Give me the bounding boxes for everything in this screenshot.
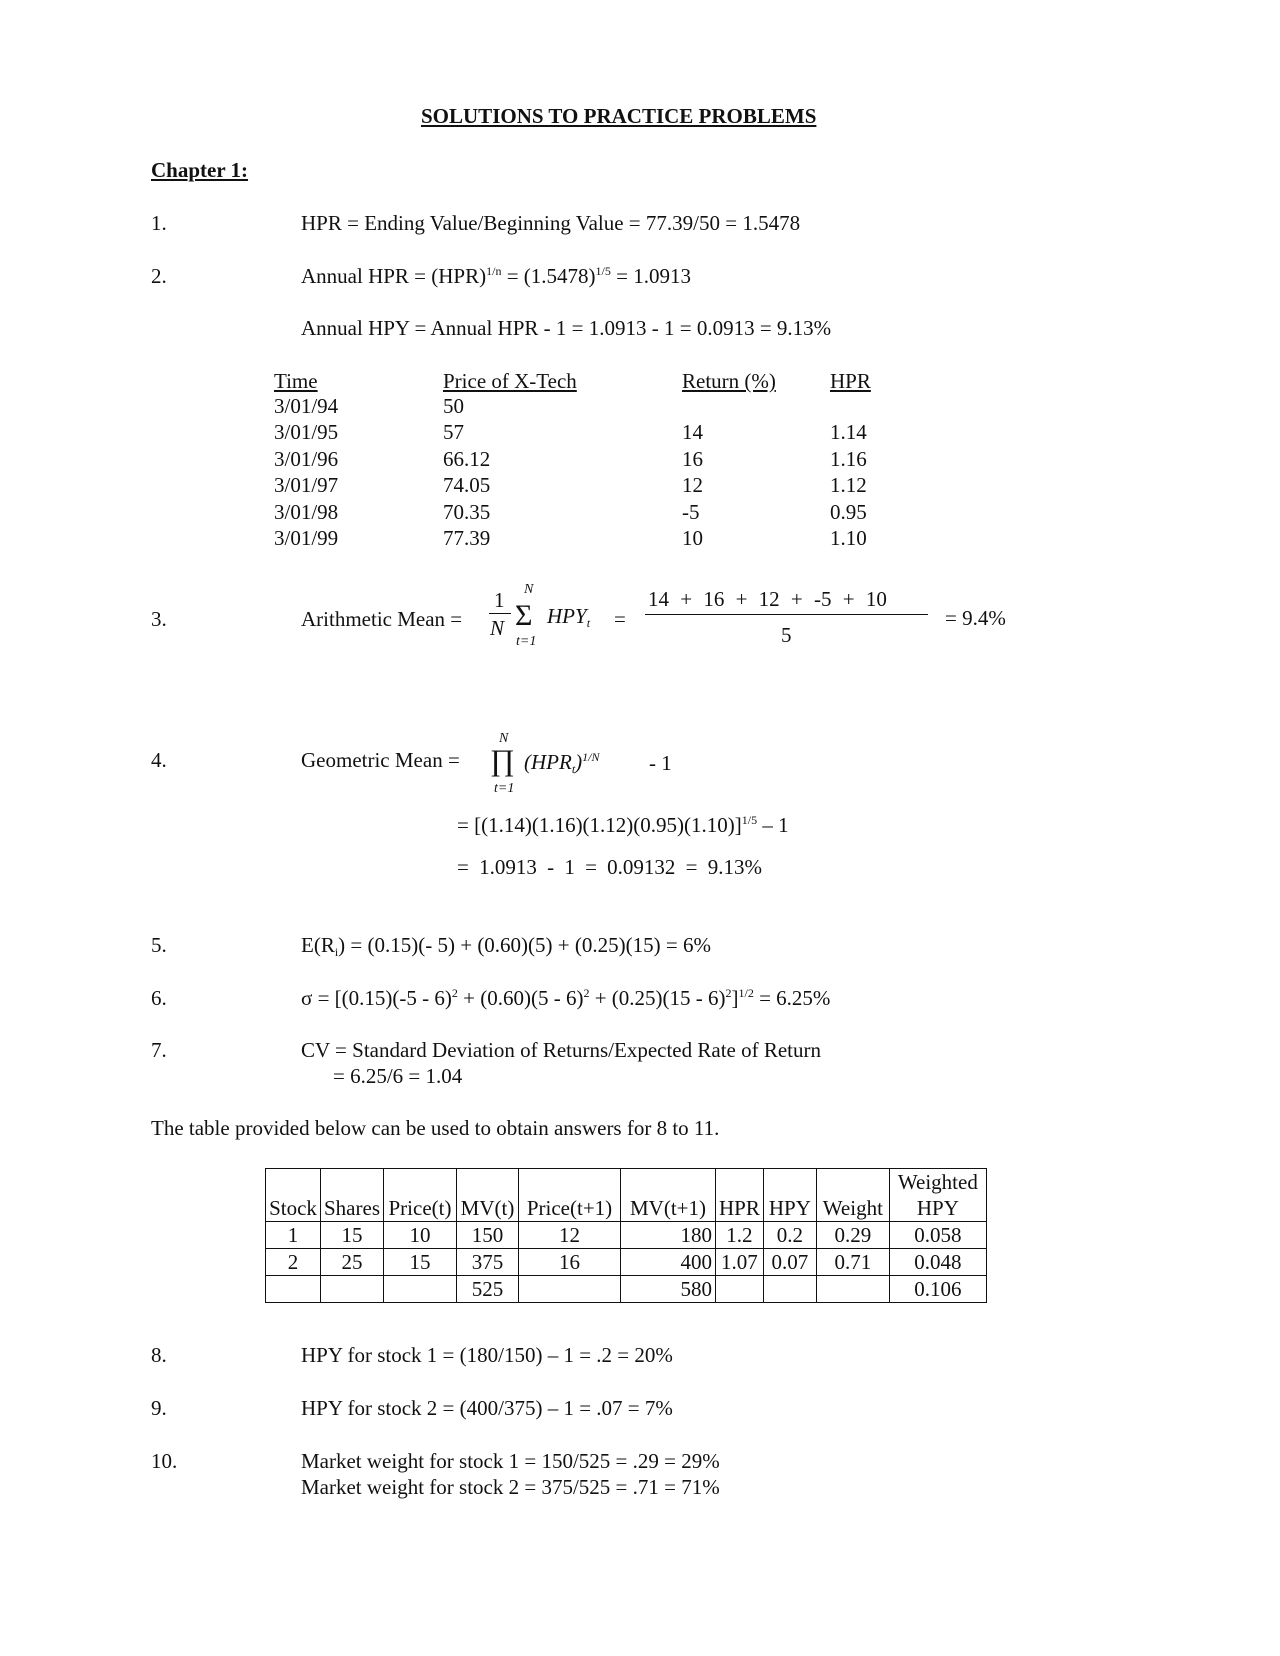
table-cell: 25 xyxy=(321,1249,384,1276)
table-cell: 1.16 xyxy=(830,446,867,471)
table-intro: The table provided below can be used to obtain answers for 8 to 11. xyxy=(151,1116,720,1140)
table-cell: 50 xyxy=(443,394,464,418)
geo-mean-line3: = 1.0913 - 1 = 0.09132 = 9.13% xyxy=(457,855,763,879)
table-cell: 180 xyxy=(621,1222,716,1249)
table-cell: 150 xyxy=(457,1222,519,1249)
table-cell: 3/01/95 xyxy=(274,420,339,445)
table-row xyxy=(266,1222,987,1249)
formula-part: + (0.25)(15 - 6) xyxy=(589,986,726,1010)
problem-1-text: HPR = Ending Value/Beginning Value = 77.39/50 = 1.5478 xyxy=(301,211,801,235)
fraction-denominator: N xyxy=(490,616,505,640)
table-cell: -5 xyxy=(682,499,700,524)
formula-part: E(R xyxy=(301,933,335,957)
exponent: 1/N xyxy=(582,750,600,764)
table-cell: 1.2 xyxy=(716,1222,764,1249)
fraction-bar xyxy=(489,613,511,614)
page-title: SOLUTIONS TO PRACTICE PROBLEMS xyxy=(421,104,817,128)
exponent: 2 xyxy=(451,986,458,1000)
exponent: 1/5 xyxy=(595,264,611,278)
table-cell xyxy=(682,393,703,419)
table-cell: 375 xyxy=(457,1249,519,1276)
table-cell: 12 xyxy=(519,1222,621,1249)
table-cell: 10 xyxy=(384,1222,457,1249)
fraction-numerator: 1 xyxy=(494,588,505,612)
sigma-symbol: Σ xyxy=(515,599,533,632)
table-cell: 1 xyxy=(266,1222,321,1249)
exponent: 2 xyxy=(583,986,590,1000)
mean-denominator: 5 xyxy=(781,623,792,647)
problem-number: 9. xyxy=(151,1396,167,1420)
formula-part: – 1 xyxy=(762,813,789,837)
problem-2-line2: Annual HPY = Annual HPR - 1 = 1.0913 - 1 = 0.0913 = 9.13% xyxy=(301,316,832,340)
problem-6-formula xyxy=(301,988,830,1009)
exponent: 1/5 xyxy=(741,813,758,827)
formula-part: = (1.5478) xyxy=(501,264,596,288)
subscript: t xyxy=(571,762,576,776)
table-cell: 3/01/99 xyxy=(274,526,339,551)
problem-8-text: HPY for stock 1 = (180/150) – 1 = .2 = 20% xyxy=(301,1343,673,1367)
table-cell: 70.35 xyxy=(443,499,491,524)
header-cell: Stock xyxy=(266,1169,321,1222)
table-cell: 1.12 xyxy=(830,473,867,498)
table-cell: 77.39 xyxy=(443,526,491,551)
col-header-hpr: HPR xyxy=(830,369,871,393)
chapter-heading: Chapter 1: xyxy=(151,158,249,182)
close-paren: ) xyxy=(575,750,583,774)
table-cell: 400 xyxy=(621,1249,716,1276)
arith-mean-result: = 9.4% xyxy=(945,606,1006,630)
formula-part: = 6.25% xyxy=(753,986,831,1010)
col-header-time: Time xyxy=(274,369,318,393)
problem-7-line1: CV = Standard Deviation of Returns/Expected Rate of Return xyxy=(301,1038,822,1062)
formula-part: ] xyxy=(731,986,739,1010)
table-cell: 3/01/98 xyxy=(274,499,339,524)
header-cell: HPY xyxy=(763,1169,816,1222)
table-cell xyxy=(321,1276,384,1303)
table-cell: 0.07 xyxy=(763,1249,816,1276)
formula-part: = [(1.14)(1.16)(1.12)(0.95)(1.10)] xyxy=(457,813,742,837)
header-cell: Price(t) xyxy=(384,1169,457,1222)
problem-number: 7. xyxy=(151,1038,167,1062)
return-column xyxy=(682,393,703,551)
col-header-price: Price of X-Tech xyxy=(443,369,577,393)
table-cell: 10 xyxy=(682,526,703,551)
problem-number: 4. xyxy=(151,748,167,772)
header-line: HPY xyxy=(916,1196,959,1220)
header-cell: MV(t+1) xyxy=(621,1169,716,1222)
problem-number: 1. xyxy=(151,211,167,235)
problem-7-line2: = 6.25/6 = 1.04 xyxy=(333,1064,463,1088)
table-cell: 12 xyxy=(682,473,703,498)
sum-lower-limit: t=1 xyxy=(516,634,537,649)
table-cell xyxy=(763,1276,816,1303)
table-cell xyxy=(384,1276,457,1303)
table-cell xyxy=(716,1276,764,1303)
table-cell: 3/01/94 xyxy=(274,394,339,418)
table-cell: 0.95 xyxy=(830,499,867,524)
table-row xyxy=(266,1249,987,1276)
table-cell: 1.14 xyxy=(830,420,867,445)
arith-mean-label: Arithmetic Mean = xyxy=(301,607,463,631)
problem-number: 2. xyxy=(151,264,167,288)
hpr-term xyxy=(524,750,600,776)
header-cell: Shares xyxy=(321,1169,384,1222)
problem-9-text: HPY for stock 2 = (400/375) – 1 = .07 = 7% xyxy=(301,1396,673,1420)
formula-part: σ = [(0.15)(-5 - 6) xyxy=(301,986,452,1010)
formula-part: = 1.0913 xyxy=(610,264,691,288)
table-cell: 57 xyxy=(443,420,464,445)
problem-2-formula xyxy=(301,266,691,287)
exponent: 1/n xyxy=(486,264,502,278)
problem-10-line2: Market weight for stock 2 = 375/525 = .71 = 71% xyxy=(301,1475,720,1499)
table-cell: 0.29 xyxy=(816,1222,889,1249)
formula-part: Annual HPR = (HPR) xyxy=(301,264,487,288)
header-cell xyxy=(889,1169,986,1222)
table-cell xyxy=(816,1276,889,1303)
table-cell: 15 xyxy=(384,1249,457,1276)
problem-number: 5. xyxy=(151,933,167,957)
exponent: 1/2 xyxy=(738,986,754,1000)
table-row xyxy=(266,1276,987,1303)
table-cell: 16 xyxy=(519,1249,621,1276)
table-cell: 3/01/97 xyxy=(274,473,339,498)
mean-numerator: 14 + 16 + 12 + -5 + 10 xyxy=(648,587,887,611)
hpy-symbol: HPY xyxy=(547,604,587,628)
table-cell: 580 xyxy=(621,1276,716,1303)
price-column xyxy=(443,393,490,551)
fraction-bar xyxy=(645,614,928,615)
table-cell: 0.106 xyxy=(889,1276,986,1303)
subscript: t xyxy=(586,616,591,630)
table-cell: 1.10 xyxy=(830,526,867,551)
problem-number: 3. xyxy=(151,607,167,631)
table-cell: 15 xyxy=(321,1222,384,1249)
formula-part: ) = (0.15)(- 5) + (0.60)(5) + (0.25)(15) = 6% xyxy=(338,933,711,957)
header-cell: Price(t+1) xyxy=(519,1169,621,1222)
table-cell: 14 xyxy=(682,420,703,445)
table-cell: 1.07 xyxy=(716,1249,764,1276)
problem-number: 10. xyxy=(151,1449,178,1473)
formula-part: + (0.60)(5 - 6) xyxy=(457,986,584,1010)
geo-mean-label: Geometric Mean = xyxy=(301,748,460,772)
product-upper-limit: N xyxy=(499,731,509,746)
header-cell: HPR xyxy=(716,1169,764,1222)
problem-5-formula xyxy=(301,933,711,959)
table-header-row xyxy=(266,1169,987,1222)
header-cell: MV(t) xyxy=(457,1169,519,1222)
hpr-column xyxy=(830,393,867,551)
table-cell xyxy=(830,393,867,419)
table-cell: 2 xyxy=(266,1249,321,1276)
subscript: i xyxy=(334,945,339,959)
table-cell: 74.05 xyxy=(443,473,491,498)
table-cell: 16 xyxy=(682,446,703,471)
minus-one: - 1 xyxy=(649,751,672,775)
table-cell: 0.048 xyxy=(889,1249,986,1276)
problem-number: 6. xyxy=(151,986,167,1010)
col-header-return: Return (%) xyxy=(682,369,776,393)
table-cell: 0.71 xyxy=(816,1249,889,1276)
stock-table xyxy=(265,1168,987,1303)
table-cell: 3/01/96 xyxy=(274,446,339,471)
time-column xyxy=(274,393,338,551)
header-line: Weighted xyxy=(897,1170,978,1194)
table-cell xyxy=(266,1276,321,1303)
problem-number: 8. xyxy=(151,1343,167,1367)
product-symbol: ∏ xyxy=(490,744,515,777)
table-cell: 0.058 xyxy=(889,1222,986,1249)
product-lower-limit: t=1 xyxy=(494,781,515,796)
table-cell: 66.12 xyxy=(443,446,491,471)
hpr-symbol: (HPR xyxy=(524,750,572,774)
hpy-term xyxy=(547,604,591,630)
header-cell: Weight xyxy=(816,1169,889,1222)
sum-upper-limit: N xyxy=(524,582,534,597)
table-cell: 0.2 xyxy=(763,1222,816,1249)
table-cell: 525 xyxy=(457,1276,519,1303)
exponent: 2 xyxy=(725,986,732,1000)
table-cell xyxy=(519,1276,621,1303)
problem-10-line1: Market weight for stock 1 = 150/525 = .29 = 29% xyxy=(301,1449,720,1473)
equals-sign: = xyxy=(614,607,626,631)
geo-mean-line2 xyxy=(457,815,789,836)
